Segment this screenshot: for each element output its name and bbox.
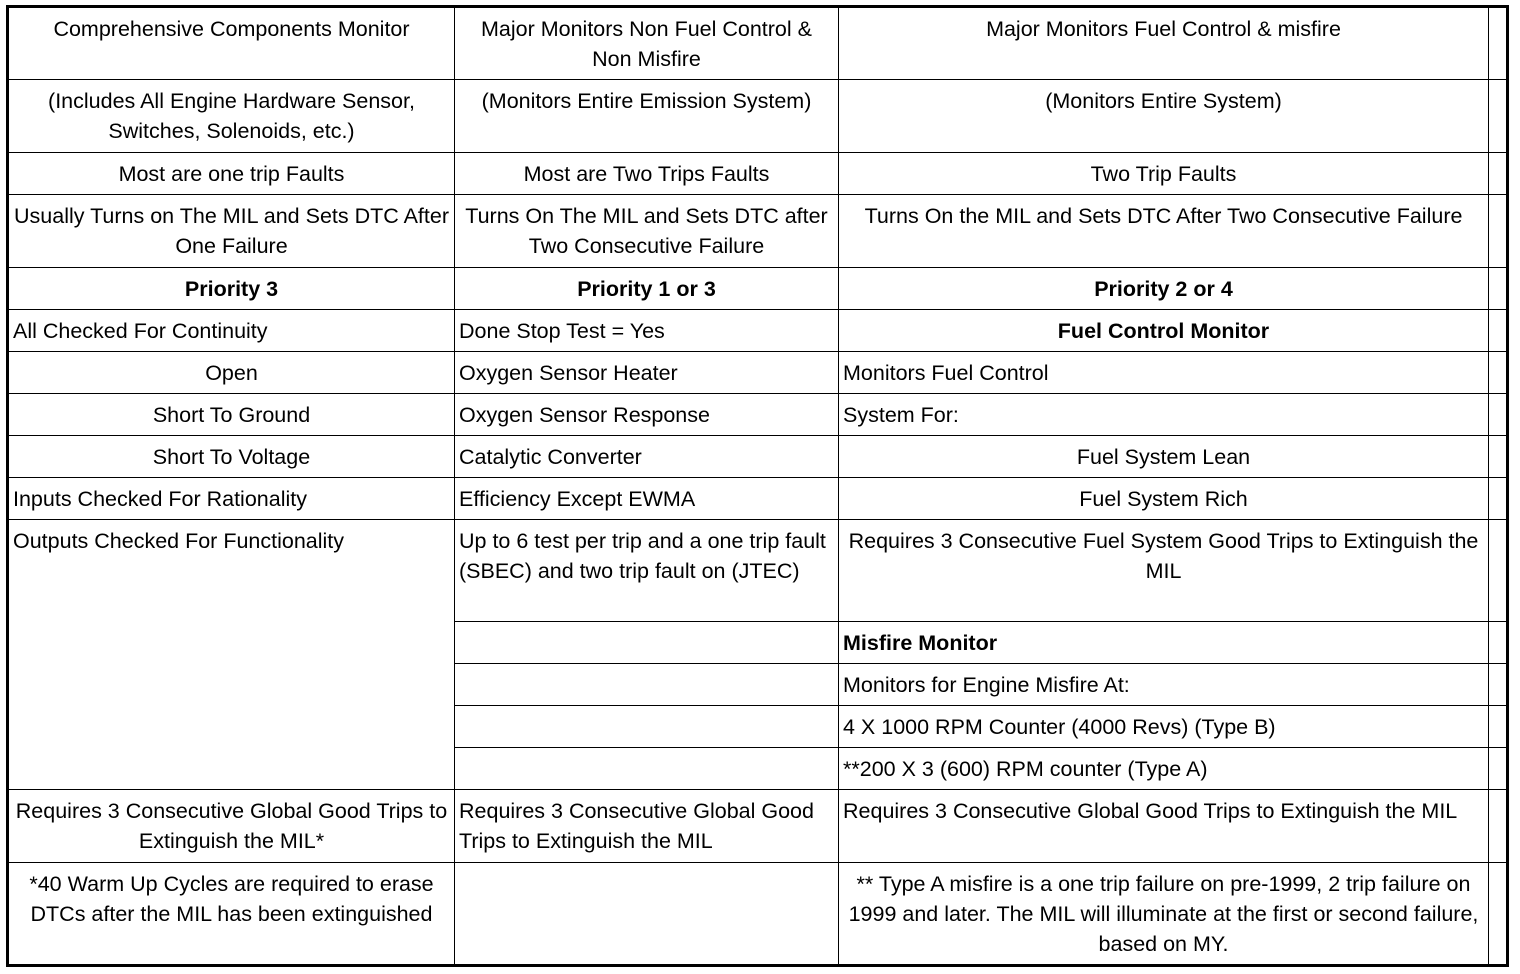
table-cell: 4 X 1000 RPM Counter (4000 Revs) (Type B): [839, 706, 1489, 748]
table-cell: All Checked For Continuity: [8, 310, 455, 352]
empty-cell: [455, 863, 839, 966]
table-cell: Turns On The MIL and Sets DTC after Two Consecutive Failure: [455, 195, 839, 268]
table-row: [8, 352, 1508, 394]
edge-cell: [1489, 790, 1508, 863]
table-row: [8, 790, 1508, 863]
edge-cell: [1489, 664, 1508, 706]
edge-cell: [1489, 352, 1508, 394]
footnote-cell: *40 Warm Up Cycles are required to erase DTCs after the MIL has been extinguished: [8, 863, 455, 966]
table-cell: Outputs Checked For Functionality: [8, 520, 455, 790]
column-header-comprehensive: Comprehensive Components Monitor: [8, 7, 455, 80]
section-heading-fuel-control: Fuel Control Monitor: [839, 310, 1489, 352]
table-row: [8, 80, 1508, 153]
edge-cell: [1489, 478, 1508, 520]
table-cell: (Includes All Engine Hardware Sensor, Switches, Solenoids, etc.): [8, 80, 455, 153]
table-cell: Catalytic Converter: [455, 436, 839, 478]
monitor-comparison-table: [6, 5, 1509, 967]
table-cell: (Monitors Entire System): [839, 80, 1489, 153]
section-heading-misfire: Misfire Monitor: [839, 622, 1489, 664]
table-row: [8, 436, 1508, 478]
table-cell: Fuel System Rich: [839, 478, 1489, 520]
priority-cell: Priority 3: [8, 268, 455, 310]
empty-cell: [455, 622, 839, 664]
table-row: [8, 268, 1508, 310]
table-cell: Requires 3 Consecutive Global Good Trips to Extinguish the MIL: [455, 790, 839, 863]
table-row: [8, 394, 1508, 436]
table-cell: System For:: [839, 394, 1489, 436]
edge-cell: [1489, 748, 1508, 790]
edge-cell: [1489, 7, 1508, 80]
edge-cell: [1489, 863, 1508, 966]
edge-cell: [1489, 394, 1508, 436]
table-cell: Most are Two Trips Faults: [455, 153, 839, 195]
table-cell: Oxygen Sensor Response: [455, 394, 839, 436]
table-cell: Fuel System Lean: [839, 436, 1489, 478]
column-header-non-fuel: Major Monitors Non Fuel Control & Non Misfire: [455, 7, 839, 80]
table-cell: Efficiency Except EWMA: [455, 478, 839, 520]
edge-cell: [1489, 80, 1508, 153]
table-row: [8, 7, 1508, 80]
table-cell: Open: [8, 352, 455, 394]
table-row: [8, 520, 1508, 622]
table-cell: Two Trip Faults: [839, 153, 1489, 195]
table-cell: Requires 3 Consecutive Global Good Trips to Extinguish the MIL: [839, 790, 1489, 863]
edge-cell: [1489, 520, 1508, 622]
table-cell: Inputs Checked For Rationality: [8, 478, 455, 520]
edge-cell: [1489, 153, 1508, 195]
table-cell: Most are one trip Faults: [8, 153, 455, 195]
table-cell: Usually Turns on The MIL and Sets DTC After One Failure: [8, 195, 455, 268]
table-row: [8, 195, 1508, 268]
priority-cell: Priority 2 or 4: [839, 268, 1489, 310]
table-cell: Short To Ground: [8, 394, 455, 436]
table-cell: Up to 6 test per trip and a one trip fault (SBEC) and two trip fault on (JTEC): [455, 520, 839, 622]
empty-cell: [455, 664, 839, 706]
table-cell: Requires 3 Consecutive Global Good Trips to Extinguish the MIL*: [8, 790, 455, 863]
table-cell: (Monitors Entire Emission System): [455, 80, 839, 153]
empty-cell: [455, 706, 839, 748]
table-cell: Done Stop Test = Yes: [455, 310, 839, 352]
table-cell: Short To Voltage: [8, 436, 455, 478]
edge-cell: [1489, 706, 1508, 748]
table-cell: Turns On the MIL and Sets DTC After Two Consecutive Failure: [839, 195, 1489, 268]
table-cell: Monitors Fuel Control: [839, 352, 1489, 394]
table-row: [8, 478, 1508, 520]
edge-cell: [1489, 268, 1508, 310]
table-cell: Oxygen Sensor Heater: [455, 352, 839, 394]
table-row: [8, 153, 1508, 195]
edge-cell: [1489, 310, 1508, 352]
table-row: [8, 863, 1508, 966]
edge-cell: [1489, 436, 1508, 478]
table-row: [8, 310, 1508, 352]
empty-cell: [455, 748, 839, 790]
table-cell: **200 X 3 (600) RPM counter (Type A): [839, 748, 1489, 790]
priority-cell: Priority 1 or 3: [455, 268, 839, 310]
footnote-cell: ** Type A misfire is a one trip failure on pre-1999, 2 trip failure on 1999 and later. The MIL will illuminate at the first or second failure, based on MY.: [839, 863, 1489, 966]
table-cell: Requires 3 Consecutive Fuel System Good Trips to Extinguish the MIL: [839, 520, 1489, 622]
column-header-fuel-misfire: Major Monitors Fuel Control & misfire: [839, 7, 1489, 80]
table-cell: Monitors for Engine Misfire At:: [839, 664, 1489, 706]
edge-cell: [1489, 195, 1508, 268]
edge-cell: [1489, 622, 1508, 664]
